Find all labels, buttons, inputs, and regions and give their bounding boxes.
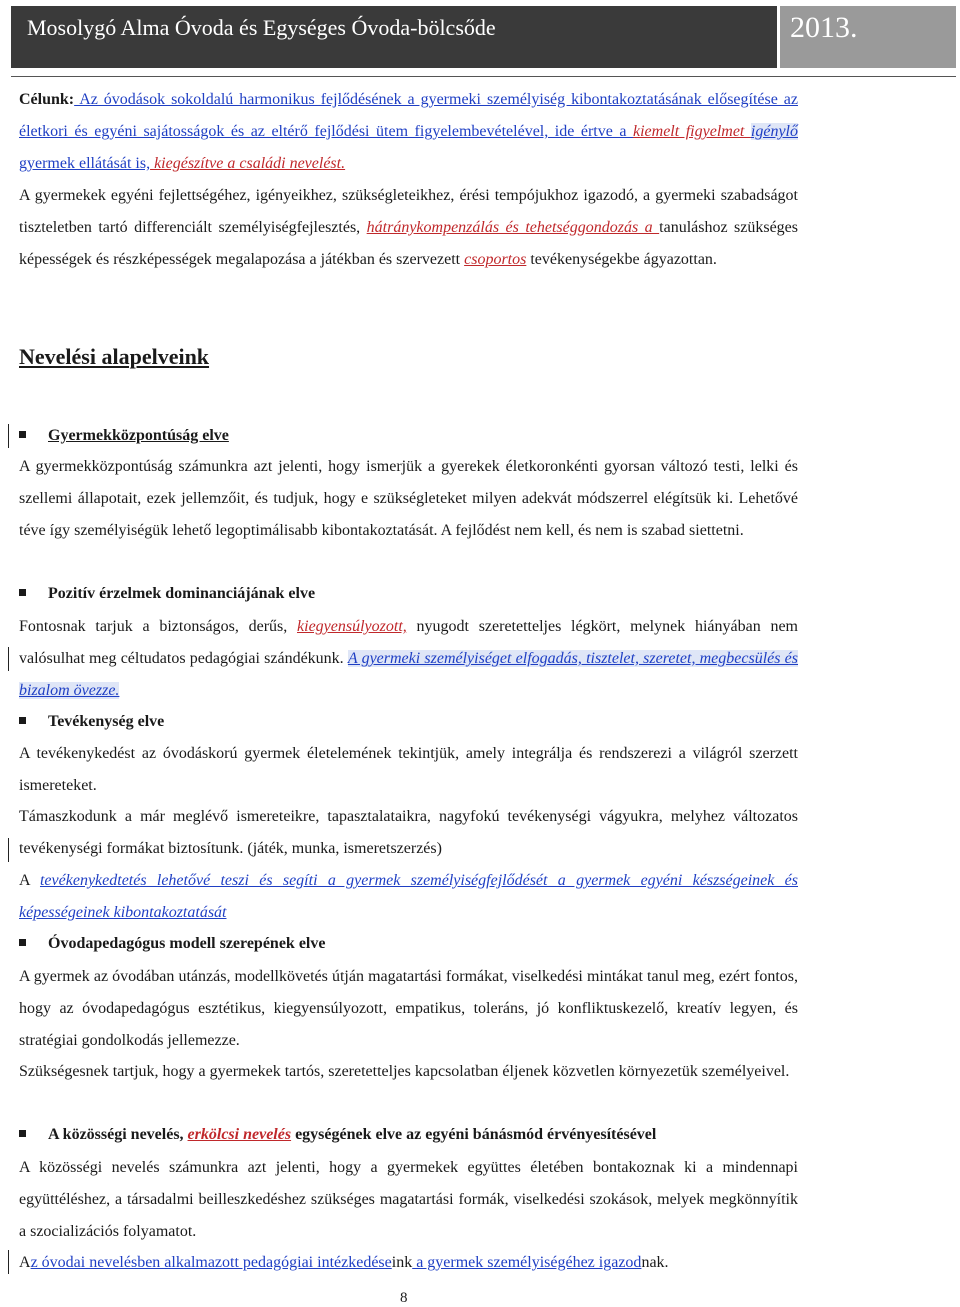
header-rule	[11, 76, 956, 77]
change-bar	[8, 647, 9, 671]
goal-text-highlight: igénylő	[750, 123, 798, 140]
header-year: 2013.	[780, 6, 956, 68]
intro-text-red: hátránykompenzálás és tehetséggondozás a	[366, 219, 660, 236]
page-number: 8	[400, 1290, 408, 1306]
principle-title-2: Pozitív érzelmek dominanciájának elve	[19, 579, 315, 609]
principle-title-4: Óvodapedagógus modell szerepének elve	[19, 929, 325, 959]
bullet-square-icon	[19, 589, 26, 596]
intro-text-red-2: csoportos	[464, 251, 527, 268]
principle-body-3a: A tevékenykedést az óvodáskorú gyermek életelemének tekintjük, amely integrálja és rendszerezi a világról szerzett ismereteket.	[19, 745, 798, 794]
principle-body-2: Fontosnak tarjuk a biztonságos, derűs, kiegyensúlyozott, nyugodt szeretetteljes légkört, melynek hiányában nem valósulhat meg céltudatos pedagógiai szándékunk. A gyermeki személyiséget elfogadás, tisztelet, szeretet, megbecsülés és bizalom övezze.	[19, 618, 799, 699]
principle-title-1: Gyermekközpontúság elve	[19, 421, 229, 451]
bullet-square-icon	[19, 1130, 26, 1137]
intro-text: A gyermekek egyéni fejlettségéhez, igényeikhez, szükségleteikhez, érési tempójukhoz igazodó, a gyermeki szabadságot tiszteletben tartó differenciált személyiségfejlesztés,	[19, 187, 798, 236]
principle-body-5: A közösségi nevelés számunkra azt jelenti, hogy a gyermekek együttes életében bontakoznak ki a mindennapi együttéléshez, a társadalmi beilleszkedéshez szükséges magatartási formák, viselkedési szokások, melyek megkönnyítik a szocializációs folyamatot.	[19, 1159, 798, 1240]
change-bar	[8, 424, 9, 448]
goal-text-red-2: kiegészítve a családi nevelést.	[150, 155, 346, 172]
intro-text-3: tevékenységekbe ágyazottan.	[526, 251, 717, 268]
principle-title-3: Tevékenység elve	[19, 707, 164, 737]
principle-body-1: A gyermekközpontúság számunkra azt jelenti, hogy ismerjük a gyerekek életkoronkénti gyorsan változó testi, lelki és szellemi állapotait, ezek jellemzőit, és tudjuk, hogy e szükségleteket milyen adekvát módszerrel elégítsük ki. Lehetővé téve így személyiségük lehető legoptimálisabb kibontakoztatását. A fejlődést nem kell, és nem is szabad siettetni.	[19, 458, 798, 539]
change-bar	[8, 838, 9, 862]
principle-body-4a: A gyermek az óvodában utánzás, modellkövetés útján magatartási formákat, viselkedési mintákat tanul meg, ezért fontos, hogy az óvodapedagógus esztétikus, kiegyensúlyozott, empatikus, toleráns, jó konfliktuskezelő, kreatív legyen, és stratégiai gondolkodás jellemezze.	[19, 968, 798, 1049]
header-title: Mosolygó Alma Óvoda és Egységes Óvoda-bölcsőde	[11, 6, 777, 68]
bullet-square-icon	[19, 717, 26, 724]
principle-body-5b: Az óvodai nevelésben alkalmazott pedagógiai intézkedéseink a gyermek személyiségéhez igazodnak.	[19, 1254, 669, 1271]
goal-text-2: gyermek ellátását is,	[19, 155, 151, 172]
goal-text-red: kiemelt figyelmet	[633, 123, 751, 140]
intro-paragraph	[19, 180, 798, 276]
principle-body-3b: Támaszkodunk a már meglévő ismereteikre, tapasztalataikra, nagyfokú tevékenységi vágyukra, melyhez változatos tevékenységi formákat biztosítunk. (játék, munka, ismeretszerzés)	[19, 808, 798, 857]
goal-text: Az óvodások sokoldalú harmonikus fejlődésének a gyermeki személyiség kibontakoztatásának elősegítése az életkori és egyéni sajátosságok és az eltérő fejlődési ütem figyelembevételével, ide értve a	[19, 91, 798, 140]
principle-body-3c: A tevékenykedtetés lehetővé teszi és segíti a gyermek személyiségfejlődését a gyermek egyéni készségeinek és képességeinek kibontakoztatását	[19, 872, 799, 921]
section-heading: Nevelési alapelveink	[19, 344, 210, 369]
change-bar	[8, 1250, 9, 1274]
bullet-square-icon	[19, 939, 26, 946]
goal-paragraph	[19, 84, 798, 180]
bullet-square-icon	[19, 431, 26, 438]
goal-label: Célunk:	[19, 91, 75, 108]
principle-title-5: A közösségi nevelés, erkölcsi nevelés egységének elve az egyéni bánásmód érvényesítésével	[19, 1120, 656, 1150]
intro-text-2: tanuláshoz szükséges képességek és részképességek megalapozása a játékban és szervezett	[19, 219, 799, 268]
principle-body-4b: Szükségesnek tartjuk, hogy a gyermekek tartós, szeretetteljes kapcsolatban éljenek közvetlen környezetük személyeivel.	[19, 1063, 790, 1080]
